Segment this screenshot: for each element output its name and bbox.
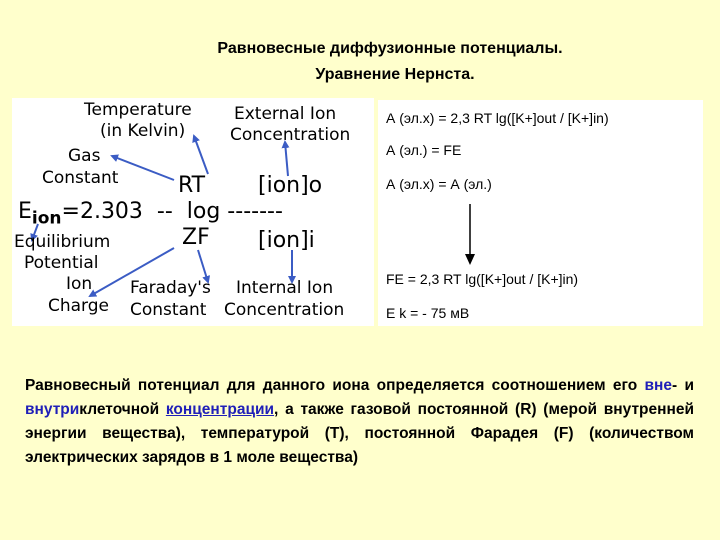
label-ion: Ion <box>66 274 93 294</box>
e-symbol: E <box>18 199 32 224</box>
para-concentration: концентрации <box>165 401 275 418</box>
description-paragraph <box>25 374 694 470</box>
title-line-1: Равновесные диффузионные потенциалы. <box>217 40 563 57</box>
para-vnutri: внутри <box>25 401 80 418</box>
label-in-kelvin: (in Kelvin) <box>100 121 186 141</box>
label-constant: Constant <box>42 168 119 188</box>
label-equilibrium: Equilibrium <box>14 232 111 252</box>
label-faradays: Faraday's <box>130 278 211 298</box>
para-text-3: клеточной <box>79 401 166 418</box>
label-ion-i: [ion]i <box>258 228 315 253</box>
equation-body: =2.303 -- log ------- <box>61 199 283 224</box>
label-concentration-bottom: Concentration <box>224 300 345 320</box>
arrow-external-ion <box>285 142 288 176</box>
label-faradays-constant: Constant <box>130 300 207 320</box>
down-arrow-icon <box>464 204 476 266</box>
equation-line-1: А (эл.х) = 2,3 RT lg([K+]out / [K+]in) <box>386 110 609 126</box>
para-text-4: , а также газовой постоянной (R) (мерой внутренней энергии вещества), температурой (T), постоянной Фарадея (F) (количеством электрических зарядов в 1 моле вещества) <box>25 401 695 466</box>
equation-line-5: E k = - 75 мВ <box>386 305 470 321</box>
equations-box <box>378 100 703 326</box>
title-line-2: Уравнение Нернста. <box>315 66 475 83</box>
label-internal-ion: Internal Ion <box>236 278 334 298</box>
equation-line-3: А (эл.х) = А (эл.) <box>386 176 492 192</box>
arrow-temperature <box>194 136 208 174</box>
label-concentration-top: Concentration <box>230 125 351 145</box>
label-charge: Charge <box>48 296 110 316</box>
label-potential: Potential <box>24 253 99 273</box>
para-text-2: - и <box>672 377 694 394</box>
label-temperature: Temperature <box>84 100 192 120</box>
label-ion-o: [ion]o <box>258 173 323 198</box>
label-rt: RT <box>178 173 206 198</box>
nernst-diagram <box>12 98 374 326</box>
label-external-ion: External Ion <box>234 104 337 124</box>
equation-line-2: А (эл.) = FE <box>386 142 462 158</box>
e-subscript: ion <box>31 208 62 229</box>
slide-title <box>0 36 720 88</box>
label-gas: Gas <box>68 146 101 166</box>
equation-line-4: FE = 2,3 RT lg([K+]out / [K+]in) <box>386 271 579 287</box>
para-text-1: Равновесный потенциал для данного иона определяется соотношением его <box>25 377 645 394</box>
para-vne: вне <box>644 377 673 394</box>
nernst-equation <box>18 200 283 230</box>
label-zf: ZF <box>182 225 210 250</box>
arrow-gas-constant <box>112 156 174 180</box>
